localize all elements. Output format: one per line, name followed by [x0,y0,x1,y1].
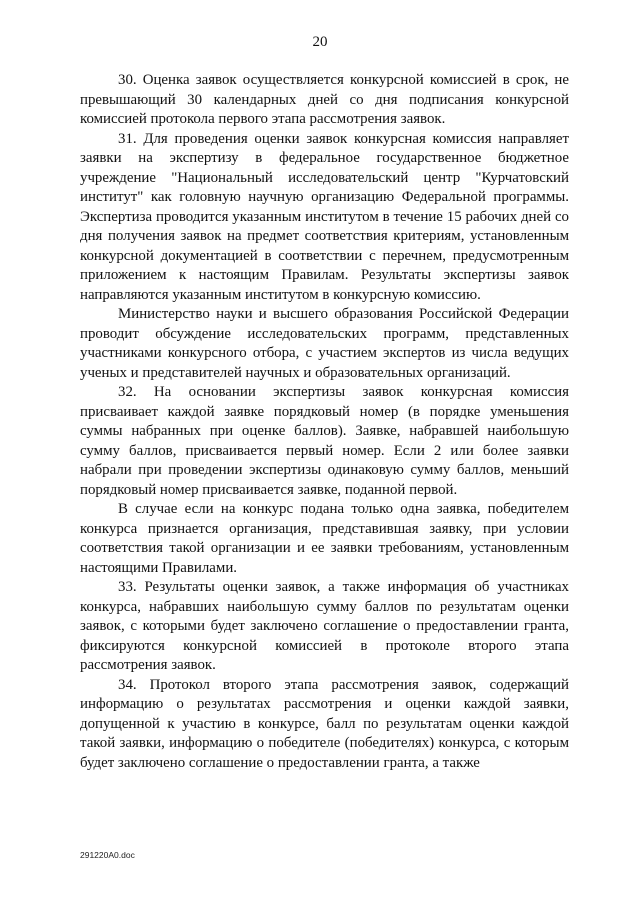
paragraph-ministry: Министерство науки и высшего образования Российской Федерации проводит обсуждение исследовательских программ, представленных участниками конкурсного отбора, с участием экспертов из числа ведущих ученых и представителей научных и образовательных организаций. [80,306,569,381]
footer-file-code: 291220A0.doc [80,850,135,860]
paragraph-single-application: В случае если на конкурс подана только одна заявка, победителем конкурса признается организация, представившая заявку, при условии соответствия такой организации и ее заявки требованиям, установленным настоящими Правилами. [80,501,569,576]
paragraph-30: 30. Оценка заявок осуществляется конкурсной комиссией в срок, не превышающий 30 календарных дней со дня подписания конкурсной комиссией протокола первого этапа рассмотрения заявок. [80,72,569,127]
paragraph-33: 33. Результаты оценки заявок, а также информация об участниках конкурса, набравших наибольшую сумму баллов по результатам оценки заявок, с которыми будет заключено соглашение о предоставлении гранта, фиксируются конкурсной комиссией в протоколе второго этапа рассмотрения заявок. [80,579,569,673]
paragraph-31: 31. Для проведения оценки заявок конкурсная комиссия направляет заявки на экспертизу в федеральное государственное бюджетное учреждение "Национальный исследовательский центр "Курчатовский институт" как головную научную организацию Федеральной программы. Экспертиза проводится указанным институтом в течение 15 рабочих дней со дня получения заявок на предмет соответствия критериям, установленным конкурсной документацией в соответствии с перечнем, предусмотренным приложением к настоящим Правилам. Результаты экспертизы заявок направляются указанным институтом в конкурсную комиссию. [80,130,569,303]
document-body [80,71,569,773]
paragraph-32: 32. На основании экспертизы заявок конкурсная комиссия присваивает каждой заявке порядковый номер (в порядке уменьшения суммы набранных при оценке баллов). Заявке, набравшей наибольшую сумму баллов, присваивается первый номер. Если 2 или более заявки набрали при проведении экспертизы одинаковую сумму баллов, меньший порядковый номер присваивается заявке, поданной первой. [80,384,569,498]
paragraph-34: 34. Протокол второго этапа рассмотрения заявок, содержащий информацию о результатах рассмотрения и оценки каждой заявки, допущенной к участию в конкурсе, балл по результатам оценки каждой такой заявки, информацию о победителе (победителях) конкурса, с которым будет заключено соглашение о предоставлении гранта, а также [80,676,569,771]
page-number: 20 [312,34,328,50]
